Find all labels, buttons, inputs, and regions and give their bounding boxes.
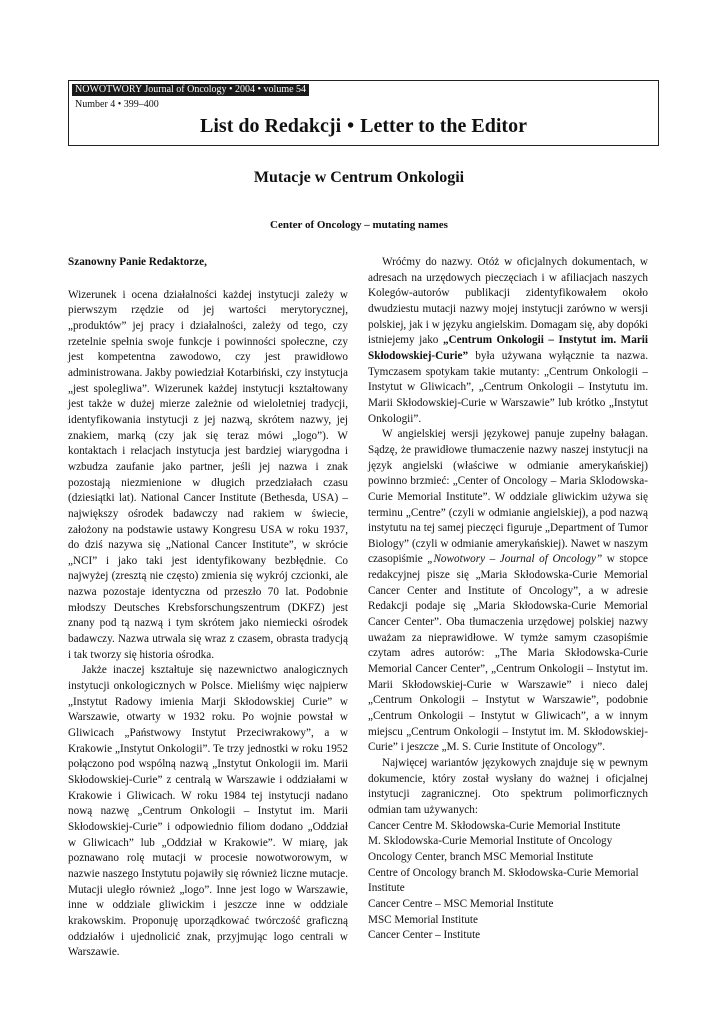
name-variants-list — [368, 819, 648, 944]
article-title: Mutacje w Centrum Onkologii — [253, 169, 465, 186]
official-name-bold: „Centrum Onkologii – Instytut im. Marii Skłodowskiej-Curie” — [368, 334, 649, 362]
list-item: M. Sklodowska-Curie Memorial Institute of Oncology — [368, 835, 613, 848]
journal-citation-bar: NOWOTWORY Journal of Oncology • 2004 • volume 54 — [72, 84, 309, 96]
paragraph-4-text-a: W angielskiej wersji językowej panuje zupełny bałagan. Sądzę, że prawidłowe tłumaczenie nazwy naszej instytucji na język angielski (właściwe w odmianie amerykańskiej) powinno brzmieć: „Center of Oncology – Maria Sklodowska-Curie Memorial Institute”. W oddziale gliwickim używa się terminu „Centre” (czyli w odmianie angielskiej), a pod nazwą instytutu na tej samej pieczęci figuruje „Department of Tumor Biology” (czyli w odmianie amerykańskiej). Nawet w naszym czasopiśmie — [368, 428, 648, 566]
list-item: Cancer Center – Institute — [368, 929, 481, 942]
paragraph-4-text-b: w stopce redakcyjnej pisze się „Maria Skłodowska-Curie Memorial Cancer Center and Institute of Oncology”, a w adresie Redakcji podaje się „Maria Skłodowska-Curie Memorial Cancer Center”. Oba tłumaczenia urzędowej polskiej nazwy uważam za nieprawidłowe. W tymże samym czasopiśmie czytam adres autorów: „The Maria Skłodowska-Curie Memorial Cancer Center”, „Centrum Onkologii – Instytut im. Marii Skłodowskiej-Curie w Warszawie” i nieco dalej „Centrum Onkologii – Instytut w Warszawie”, podobnie „Centrum Onkologii – Instytut w Gliwicach”, a w innym miejscu „Centrum Onkologii – Instytut im. M. Skłodowskiej-Curie” i jeszcze „M. S. Curie Institute of Oncology”. — [368, 553, 648, 754]
list-item: Cancer Centre M. Skłodowska-Curie Memorial Institute — [368, 819, 621, 832]
journal-issue-number: Number 4 • 399–400 — [75, 99, 159, 110]
paragraph-5: Najwięcej wariantów językowych znajduje się w pewnym dokumencie, który został wysłany do ważnej i oficjalnej instytucji zagranicznej. Oto spektrum polimorficznych odmian tam używanych: — [368, 757, 648, 816]
paragraph-1: Wizerunek i ocena działalności każdej instytucji zależy w pierwszym rzędzie od jej wartości merytorycznej, „produktów” jej pracy i działalności, zależy od tego, czy rzetelnie spełnia swoje funkcje i powinności społeczne, czy jest kompetentna zawodowo, czy jest prawidłowo administrowana. Jakby powiedział Kotarbiński, czy instytucja „jest spolegliwa”. Wizerunek każdej instytucji kształtowany jest także w dużej mierze zależnie od wieloletniej tradycji, identyfikowania instytucji z jej nazwą, skrótem nazwy, jej znakiem, marką (czy jak się teraz mówi „logo”). W kontaktach i relacjach instytucja jest bardziej wiarygodna i wzbudza zaufanie jako partner, jeśli jej nazwa i znak pozostają niezmienione w długich przedziałach czasu (dziesiątki lat). National Cancer Institute (Bethesda, USA) – największy ośrodek badawczy nad rakiem w świecie, założony na podstawie ustawy Kongresu USA w roku 1937, do dziś nazywa się „National Cancer Institute”, w skrócie „NCI” i jako taki jest identyfikowany bezbłędnie. Co najwyżej (zresztą nie często) zmienia się wykrój czcionki, ale nazwa pozostaje identyczna od przeszło 70 lat. Podobnie młodszy Deutsches Krebsforschungszentrum (DKFZ) jest znany pod tą nazwą i tym skrótem jako niemiecki ośrodek badawczy. Nazwa utrwala się wraz z czasem, obrasta tradycją i tak tworzy się historia ośrodka. — [68, 288, 348, 661]
paragraph-4 — [368, 427, 648, 756]
list-item: Oncology Center, branch MSC Memorial Institute — [368, 850, 594, 863]
section-title-separator: • — [347, 115, 355, 137]
section-title-polish: List do Redakcji — [200, 115, 342, 137]
paragraph-3-text-b: była używana wyłącznie ta nazwa. Tymczasem spotykam takie mutanty: „Centrum Onkologii – Instytut w Gliwicach”, „Centrum Onkologii – Instytutu im. Marii Skłodowskiej-Curie w Warszawie” lub krótko „Instytut Onkologii”. — [368, 349, 648, 425]
journal-name-italic: „Nowotwory – Journal of Oncology” — [427, 553, 603, 566]
paragraph-3 — [368, 255, 648, 427]
paragraph-3-text-a: Wróćmy do nazwy. Otóż w oficjalnych dokumentach, w adresach na urzędowych pieczęciach i w afiliacjach naszych Kolegów-autorów publikacji zidentyfikowałem około dwudziestu mutacji nazwy mojej instytucji zarówno w wersji polskiej, jak i w języku angielskim. Domagam się, aby dopóki istniejemy jako — [368, 256, 648, 347]
salutation: Szanowny Panie Redaktorze, — [68, 256, 207, 268]
paragraph-2: Jakże inaczej kształtuje się nazewnictwo analogicznych instytucji onkologicznych w Polsce. Mieliśmy więc najpierw „Instytut Radowy imienia Marji Skłodowskiej Curie” w Warszawie, otwarty w 1932 roku. Po wojnie powstał w Gliwicach „Państwowy Instytut Przeciwrakowy”, a w Krakowie „Instytut Onkologii”. Te trzy jednostki w roku 1952 połączono pod wspólną nazwą „Instytut Onkologii im. Marii Skłodowskiej-Curie” z centralą w Warszawie i oddziałami w Krakowie i Gliwicach. W roku 1984 tej instytucji nadano nową nazwę „Centrum Onkologii – Instytut im. Marii Skłodowskiej-Curie” i odpowiednio filiom dodano „Oddział w Gliwicach” lub „Oddział w Krakowie”. W miarę, jak poznawano rolę mutacji w procesie nowotworowym, w nazwie naszego Instytutu pojawiły się również liczne mutacje. Mutacji uległo również „logo”. Inne jest logo w Warszawie, inne w oddziale gliwickim i jeszcze inne w oddziale krakowskim. Proponuję uporządkować twórczość graficzną oddziałów i ujednolicić znak, przyjmując logo centrali w Warszawie. — [68, 664, 348, 959]
left-column — [68, 255, 348, 961]
right-column — [368, 255, 648, 944]
list-item: MSC Memorial Institute — [368, 913, 479, 926]
list-item: Centre of Oncology branch M. Skłodowska-Curie Memorial Institute — [368, 866, 639, 895]
section-title-english: Letter to the Editor — [360, 115, 527, 137]
section-title — [69, 113, 658, 139]
article-subtitle: Center of Oncology – mutating names — [270, 219, 448, 231]
list-item: Cancer Centre – MSC Memorial Institute — [368, 897, 554, 910]
journal-header-box — [68, 80, 659, 146]
